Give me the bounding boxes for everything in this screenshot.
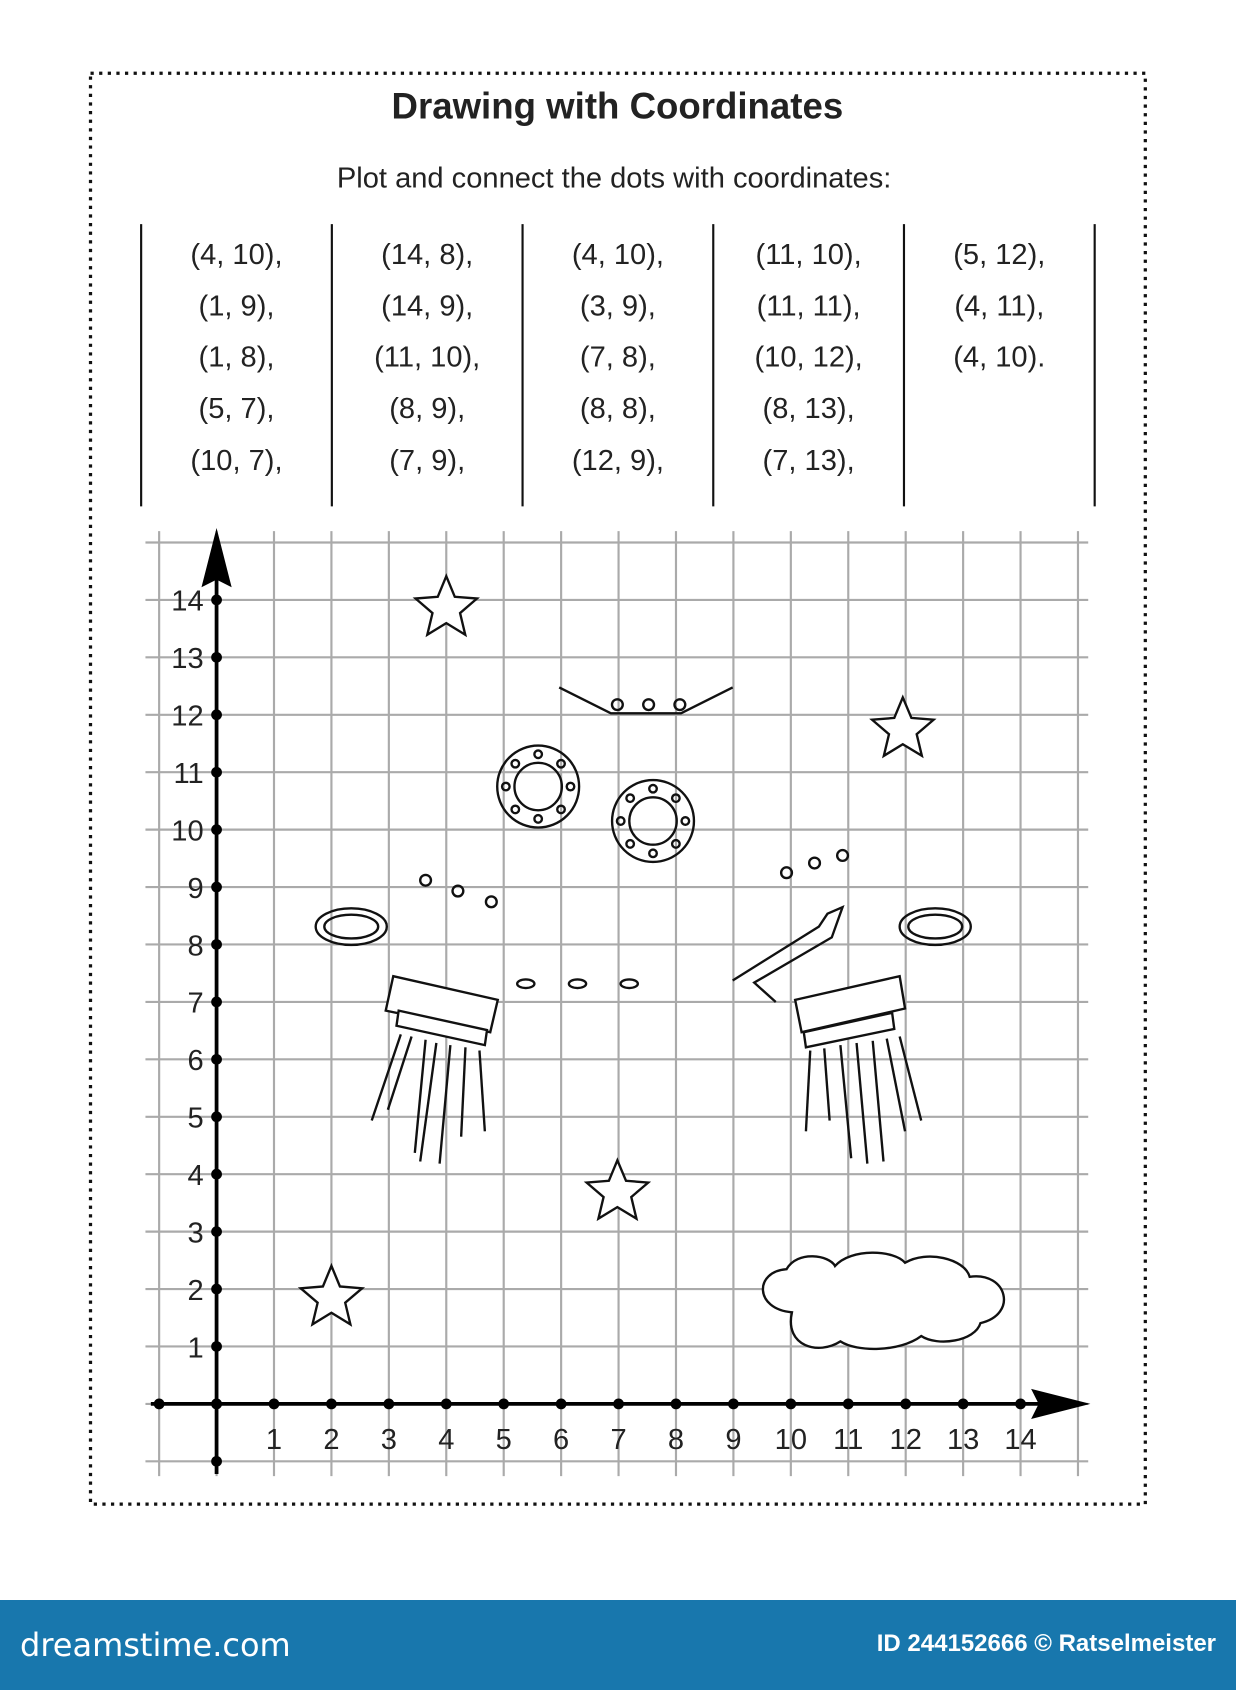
porthole-ring-inner (629, 797, 676, 844)
bent-pipe (733, 907, 843, 1002)
porthole-rivet (512, 760, 520, 768)
dot (643, 699, 654, 710)
y-axis-tick-dot (211, 882, 222, 893)
stream-line (900, 1036, 922, 1120)
ellipse-ring-inner (908, 915, 962, 939)
y-axis-tick-dot (211, 997, 222, 1008)
worksheet-title: Drawing with Coordinates (391, 85, 844, 127)
coordinate-pair: (7, 8), (579, 341, 656, 374)
stream-line (372, 1034, 401, 1120)
x-tick-label: 14 (1004, 1424, 1037, 1457)
x-tick-label: 5 (495, 1424, 512, 1457)
x-tick-label: 1 (265, 1424, 283, 1457)
coordinate-pair: (4, 10), (190, 238, 283, 271)
y-axis-tick-dot (211, 1054, 222, 1065)
stream-line (857, 1043, 868, 1164)
stream-line (840, 1045, 851, 1158)
coordinate-pair: (10, 12), (754, 341, 863, 374)
coordinate-pair: (5, 7), (198, 393, 275, 426)
stream-line (479, 1051, 484, 1132)
x-axis-tick-dot (498, 1399, 509, 1410)
y-tick-label: 9 (187, 872, 204, 905)
x-axis-tick-dot (671, 1399, 682, 1410)
brand-logo[interactable]: dreamstime.com (20, 1626, 291, 1664)
y-axis-tick-dot (211, 1111, 222, 1122)
x-tick-label: 13 (946, 1424, 980, 1457)
star-icon (587, 1160, 649, 1218)
coordinate-pair: (11, 11), (756, 290, 861, 323)
x-axis-tick-dot (728, 1399, 739, 1410)
x-axis-tick-dot (556, 1399, 567, 1410)
coordinate-pair: (11, 10), (374, 341, 481, 374)
y-axis-tick-dot (211, 824, 222, 835)
y-tick-label: 13 (171, 643, 204, 676)
coordinate-pair: (4, 10). (953, 341, 1046, 374)
dot (612, 699, 623, 710)
porthole-rivet (682, 817, 690, 825)
porthole-rivet (626, 840, 634, 848)
cloud-shape (763, 1253, 1004, 1349)
coordinate-pair: (14, 8), (381, 238, 474, 271)
x-tick-label: 8 (667, 1424, 685, 1457)
porthole-rivet (626, 794, 634, 802)
porthole-rivet (617, 817, 625, 825)
y-axis-tick-dot (211, 1341, 222, 1352)
coordinate-pair: (11, 10), (755, 238, 862, 271)
y-tick-label: 14 (171, 585, 204, 618)
y-axis-tick-dot (211, 709, 222, 720)
porthole-rivet (649, 850, 657, 858)
porthole-rivet (502, 783, 510, 791)
x-tick-label: 9 (725, 1424, 742, 1457)
y-tick-label: 8 (187, 930, 204, 963)
x-axis-tick-dot (900, 1399, 911, 1410)
x-axis-tick-dot (958, 1399, 969, 1410)
x-tick-label: 6 (553, 1424, 570, 1457)
coordinate-pair: (14, 9), (381, 290, 474, 323)
small-oval (569, 979, 586, 988)
x-axis-tick-dot (843, 1399, 854, 1410)
x-axis-tick-dot (1015, 1399, 1026, 1410)
y-axis-tick-dot (211, 767, 222, 778)
x-tick-label: 4 (438, 1424, 455, 1457)
footer-bar (0, 1600, 1236, 1690)
porthole-rivet (649, 785, 657, 793)
y-axis-tick-dot (211, 1399, 222, 1410)
y-tick-label: 1 (187, 1332, 204, 1365)
x-axis-tick-dot (269, 1399, 280, 1410)
dot (837, 850, 848, 861)
coordinate-pair: (8, 13), (762, 393, 855, 426)
x-axis-tick-dot (154, 1399, 165, 1410)
x-axis-tick-dot (613, 1399, 624, 1410)
small-oval (621, 979, 638, 988)
x-axis-arrow-icon (1031, 1389, 1090, 1419)
picture-fragments (301, 576, 1004, 1349)
x-tick-label: 3 (380, 1424, 397, 1457)
x-tick-label: 11 (833, 1424, 864, 1457)
coordinate-pair: (4, 10), (571, 238, 664, 271)
x-axis-tick-dot (785, 1399, 796, 1410)
coordinate-pair: (5, 12), (953, 238, 1046, 271)
x-axis-tick-dot (326, 1399, 337, 1410)
stream-line (440, 1045, 451, 1164)
y-axis-tick-dot (211, 1284, 222, 1295)
porthole-ring-inner (514, 763, 561, 810)
dot (486, 896, 497, 907)
image-credit: ID 244152666 © Ratselmeister (876, 1630, 1216, 1657)
x-axis-tick-dot (441, 1399, 452, 1410)
x-axis-tick-dot (383, 1399, 394, 1410)
porthole-rivet (534, 815, 542, 823)
porthole-rivet (567, 783, 575, 791)
stream-line (806, 1051, 810, 1132)
y-axis-arrow-icon (201, 528, 231, 587)
y-tick-label: 4 (187, 1159, 204, 1192)
star-icon (872, 697, 934, 755)
coordinate-pair: (3, 9), (579, 290, 656, 323)
y-tick-label: 2 (187, 1274, 204, 1307)
coordinate-pair: (1, 8), (198, 341, 275, 374)
coordinate-pair: (7, 13), (762, 444, 855, 477)
coordinate-pair: (10, 7), (190, 444, 283, 477)
stream-line (388, 1036, 412, 1109)
instruction-text: Plot and connect the dots with coordinates: (336, 162, 892, 195)
y-tick-label: 3 (187, 1217, 204, 1250)
y-axis-tick-dot (211, 1169, 222, 1180)
y-tick-label: 10 (171, 815, 204, 848)
dot (809, 858, 820, 869)
y-tick-label: 11 (173, 757, 204, 790)
dot (420, 875, 431, 886)
coordinate-pair: (8, 9), (389, 393, 466, 426)
y-axis-tick-dot (211, 1456, 222, 1467)
y-tick-label: 5 (187, 1102, 204, 1135)
stream-line (461, 1047, 465, 1136)
coordinate-pair: (4, 11), (954, 290, 1045, 323)
coordinate-pair: (7, 9), (389, 444, 466, 477)
x-tick-label: 2 (323, 1424, 340, 1457)
x-tick-label: 12 (889, 1424, 922, 1457)
y-axis-tick-dot (211, 652, 222, 663)
y-axis-tick-dot (211, 939, 222, 950)
porthole-rivet (534, 750, 542, 758)
y-axis-tick-dot (211, 1226, 222, 1237)
y-tick-label: 7 (187, 987, 204, 1020)
y-tick-label: 6 (187, 1045, 204, 1078)
coordinate-pair: (8, 8), (579, 393, 656, 426)
porthole-rivet (512, 806, 520, 814)
coordinate-pair: (12, 9), (571, 444, 664, 477)
small-oval (517, 979, 534, 988)
coordinate-pair: (1, 9), (198, 290, 275, 323)
x-tick-label: 10 (774, 1424, 808, 1457)
y-axis-tick-dot (211, 595, 222, 606)
coordinate-table (141, 224, 1095, 506)
y-tick-label: 12 (171, 700, 204, 733)
x-tick-label: 7 (610, 1424, 627, 1457)
